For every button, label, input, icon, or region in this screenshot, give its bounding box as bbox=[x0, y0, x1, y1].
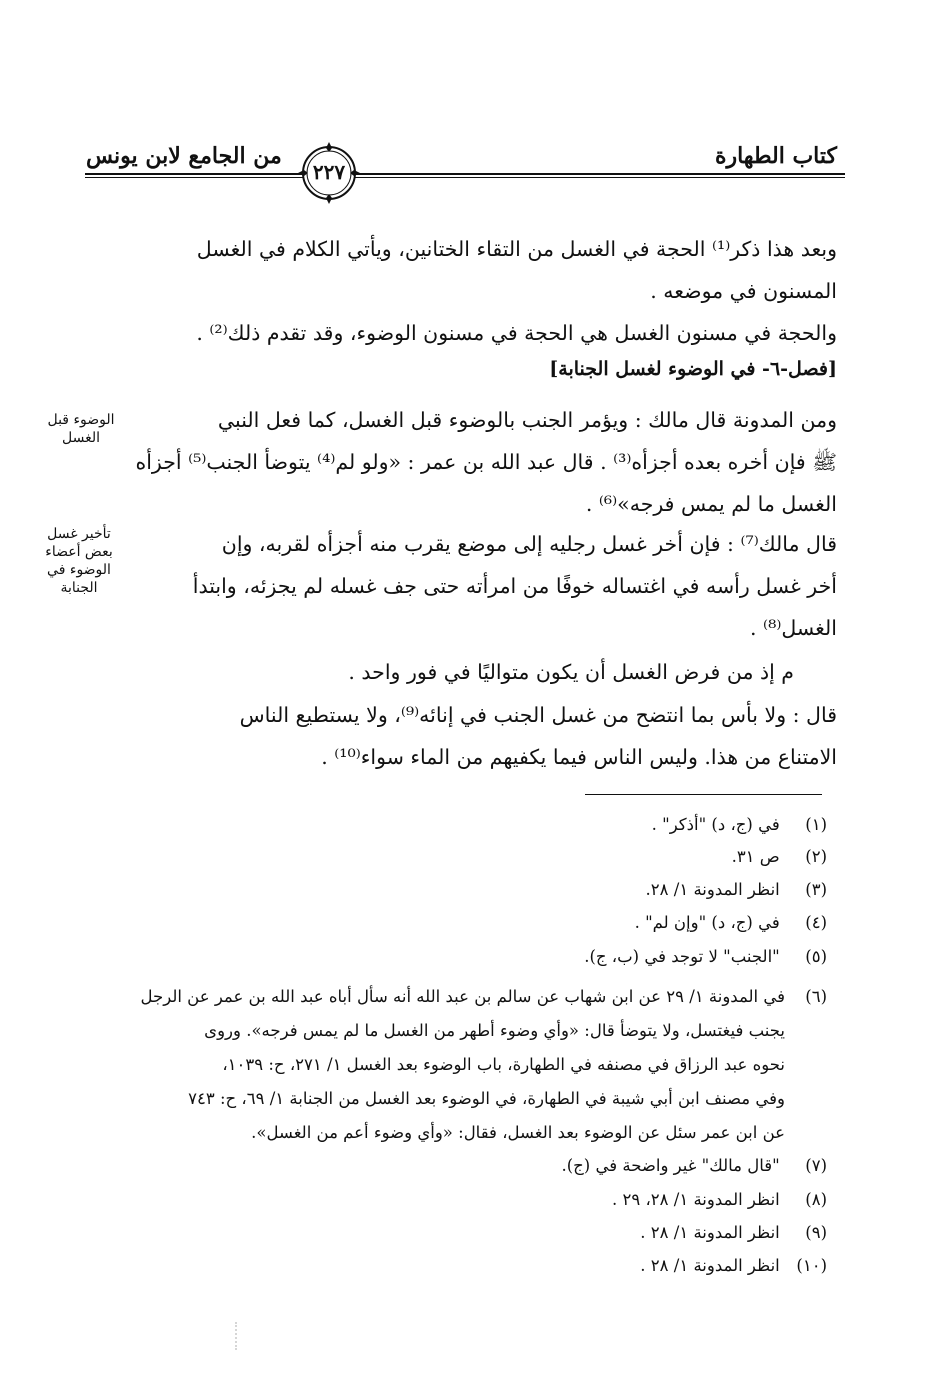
footnote-line: في المدونة ١/ ٢٩ عن ابن شهاب عن سالم بن عبد الله أنه سأل أباه عبد الله بن عمر عن الرجل bbox=[140, 987, 785, 1006]
footnote-line: عن ابن عمر سئل عن الوضوء بعد الغسل، فقال: «وأي وضوء أعم من الغسل». bbox=[251, 1123, 785, 1142]
text-line: ومن المدونة قال مالك : ويؤمر الجنب بالوضوء قبل الغسل، كما فعل النبي bbox=[217, 408, 837, 432]
text-line: وبعد هذا ذكر⁽¹⁾ الحجة في الغسل من التقاء الختانين، ويأتي الكلام في الغسل bbox=[196, 237, 837, 261]
footnote-text: انظر المدونة ١/ ٢٨، ٢٩ . bbox=[611, 1190, 780, 1209]
text-line: الغسل⁽⁸⁾ . bbox=[750, 616, 837, 640]
footnote-5 bbox=[584, 940, 827, 974]
footnote-number: (٦) bbox=[805, 987, 827, 1006]
paragraph-4 bbox=[147, 523, 837, 649]
footnote-number: (١٠) bbox=[796, 1256, 827, 1275]
footnote-number: (١) bbox=[805, 815, 827, 834]
margin-line: الغسل bbox=[61, 430, 100, 446]
text-line: م إذ من فرض الغسل أن يكون متواليًا في فور واحد . bbox=[348, 660, 794, 684]
scan-smudge bbox=[235, 1322, 251, 1350]
margin-line: الوضوء في bbox=[47, 562, 111, 578]
footnote-number: (٢) bbox=[805, 847, 827, 866]
footnote-divider bbox=[585, 794, 822, 795]
footnote-text: ص ٣١. bbox=[731, 847, 780, 866]
paragraph-5 bbox=[104, 651, 794, 693]
margin-line: الجنابة bbox=[60, 580, 98, 596]
text-line: أخر غسل رأسه في اغتساله خوفًا من امرأته حتى جف غسله لم يجزئه، وابتدأ bbox=[192, 574, 837, 598]
footnote-text: في (ج، د) "وإن لم" . bbox=[634, 913, 780, 932]
text-line: الامتناع من هذا. وليس الناس فيما يكفيهم من الماء سواء⁽¹⁰⁾ . bbox=[321, 745, 837, 769]
footnote-3 bbox=[646, 873, 827, 907]
footnote-line: وفي مصنف ابن أبي شيبة في الطهارة، في الوضوء بعد الغسل من الجنابة ١/ ٦٩، ح: ٧٤٣ bbox=[188, 1089, 785, 1108]
footnote-1 bbox=[652, 808, 827, 842]
footnote-9 bbox=[640, 1216, 827, 1250]
footnote-4 bbox=[635, 906, 827, 940]
footnote-number: (٩) bbox=[805, 1223, 827, 1242]
footnote-number: (٣) bbox=[805, 880, 827, 899]
footnote-text: "الجنب" لا توجد في (ب، ج). bbox=[584, 947, 780, 966]
footnote-line: يجنب فيغتسل، ولا يتوضأ قال: «وأي وضوء أطهر من الغسل ما لم يمس فرجه». وروى bbox=[204, 1021, 785, 1040]
text-line: قال مالك⁽⁷⁾ : فإن أخر غسل رجليه إلى موضع يقرب منه أجزأه لقربه، وإن bbox=[221, 532, 837, 556]
footnote-7 bbox=[561, 1149, 827, 1183]
margin-line: بعض أعضاء bbox=[45, 544, 113, 560]
footnote-line: نحوه عبد الرزاق في مصنفه في الطهارة، باب الوضوء بعد الغسل ١/ ٢٧١، ح: ١٠٣٩، bbox=[222, 1055, 785, 1074]
footnote-2 bbox=[732, 840, 827, 874]
text-line: والحجة في مسنون الغسل هي الحجة في مسنون الوضوء، وقد تقدم ذلك⁽²⁾ . bbox=[196, 321, 837, 345]
footnote-number: (٤) bbox=[805, 913, 827, 932]
header-source-title: من الجامع لابن يونس bbox=[86, 143, 282, 169]
page-number-medallion bbox=[296, 140, 362, 206]
margin-note-1 bbox=[34, 411, 128, 447]
paragraph-2 bbox=[147, 312, 837, 354]
footnote-6 bbox=[127, 980, 827, 1150]
footnote-8 bbox=[612, 1183, 827, 1217]
margin-note-2 bbox=[32, 525, 126, 597]
footnote-number: (٨) bbox=[805, 1190, 827, 1209]
footnote-text: انظر المدونة ١/ ٢٨. bbox=[645, 880, 780, 899]
text-line: قال : ولا بأس بما انتضح من غسل الجنب في إنائه⁽⁹⁾، ولا يستطيع الناس bbox=[239, 703, 837, 727]
footnote-number: (٧) bbox=[805, 1156, 827, 1175]
margin-line: الوضوء قبل bbox=[47, 412, 115, 428]
footnote-10 bbox=[640, 1249, 827, 1283]
footnote-text: في (ج، د) "أذكر" . bbox=[651, 815, 780, 834]
header-rule bbox=[85, 173, 845, 175]
footnote-text: انظر المدونة ١/ ٢٨ . bbox=[640, 1256, 780, 1275]
footnote-text: انظر المدونة ١/ ٢٨ . bbox=[640, 1223, 780, 1242]
paragraph-1 bbox=[147, 228, 837, 312]
text-line: ﷺ فإن أخره بعده أجزأه⁽³⁾ . قال عبد الله بن عمر : «ولو لم⁽⁴⁾ يتوضأ الجنب⁽⁵⁾ أجزأه bbox=[135, 450, 837, 474]
header-book-title: كتاب الطهارة bbox=[714, 143, 837, 169]
paragraph-3 bbox=[135, 399, 837, 525]
text-line: المسنون في موضعه . bbox=[650, 279, 837, 303]
margin-line: تأخير غسل bbox=[47, 526, 111, 542]
paragraph-6 bbox=[147, 694, 837, 778]
page-number: ٢٢٧ bbox=[312, 160, 346, 184]
text-line: الغسل ما لم يمس فرجه»⁽⁶⁾ . bbox=[585, 492, 837, 516]
footnote-text: "قال مالك" غير واضحة في (ج). bbox=[561, 1156, 780, 1175]
section-heading: [فصل-٦- في الوضوء لغسل الجنابة] bbox=[549, 358, 837, 380]
footnote-number: (٥) bbox=[805, 947, 827, 966]
header-rule-thin bbox=[85, 177, 845, 178]
